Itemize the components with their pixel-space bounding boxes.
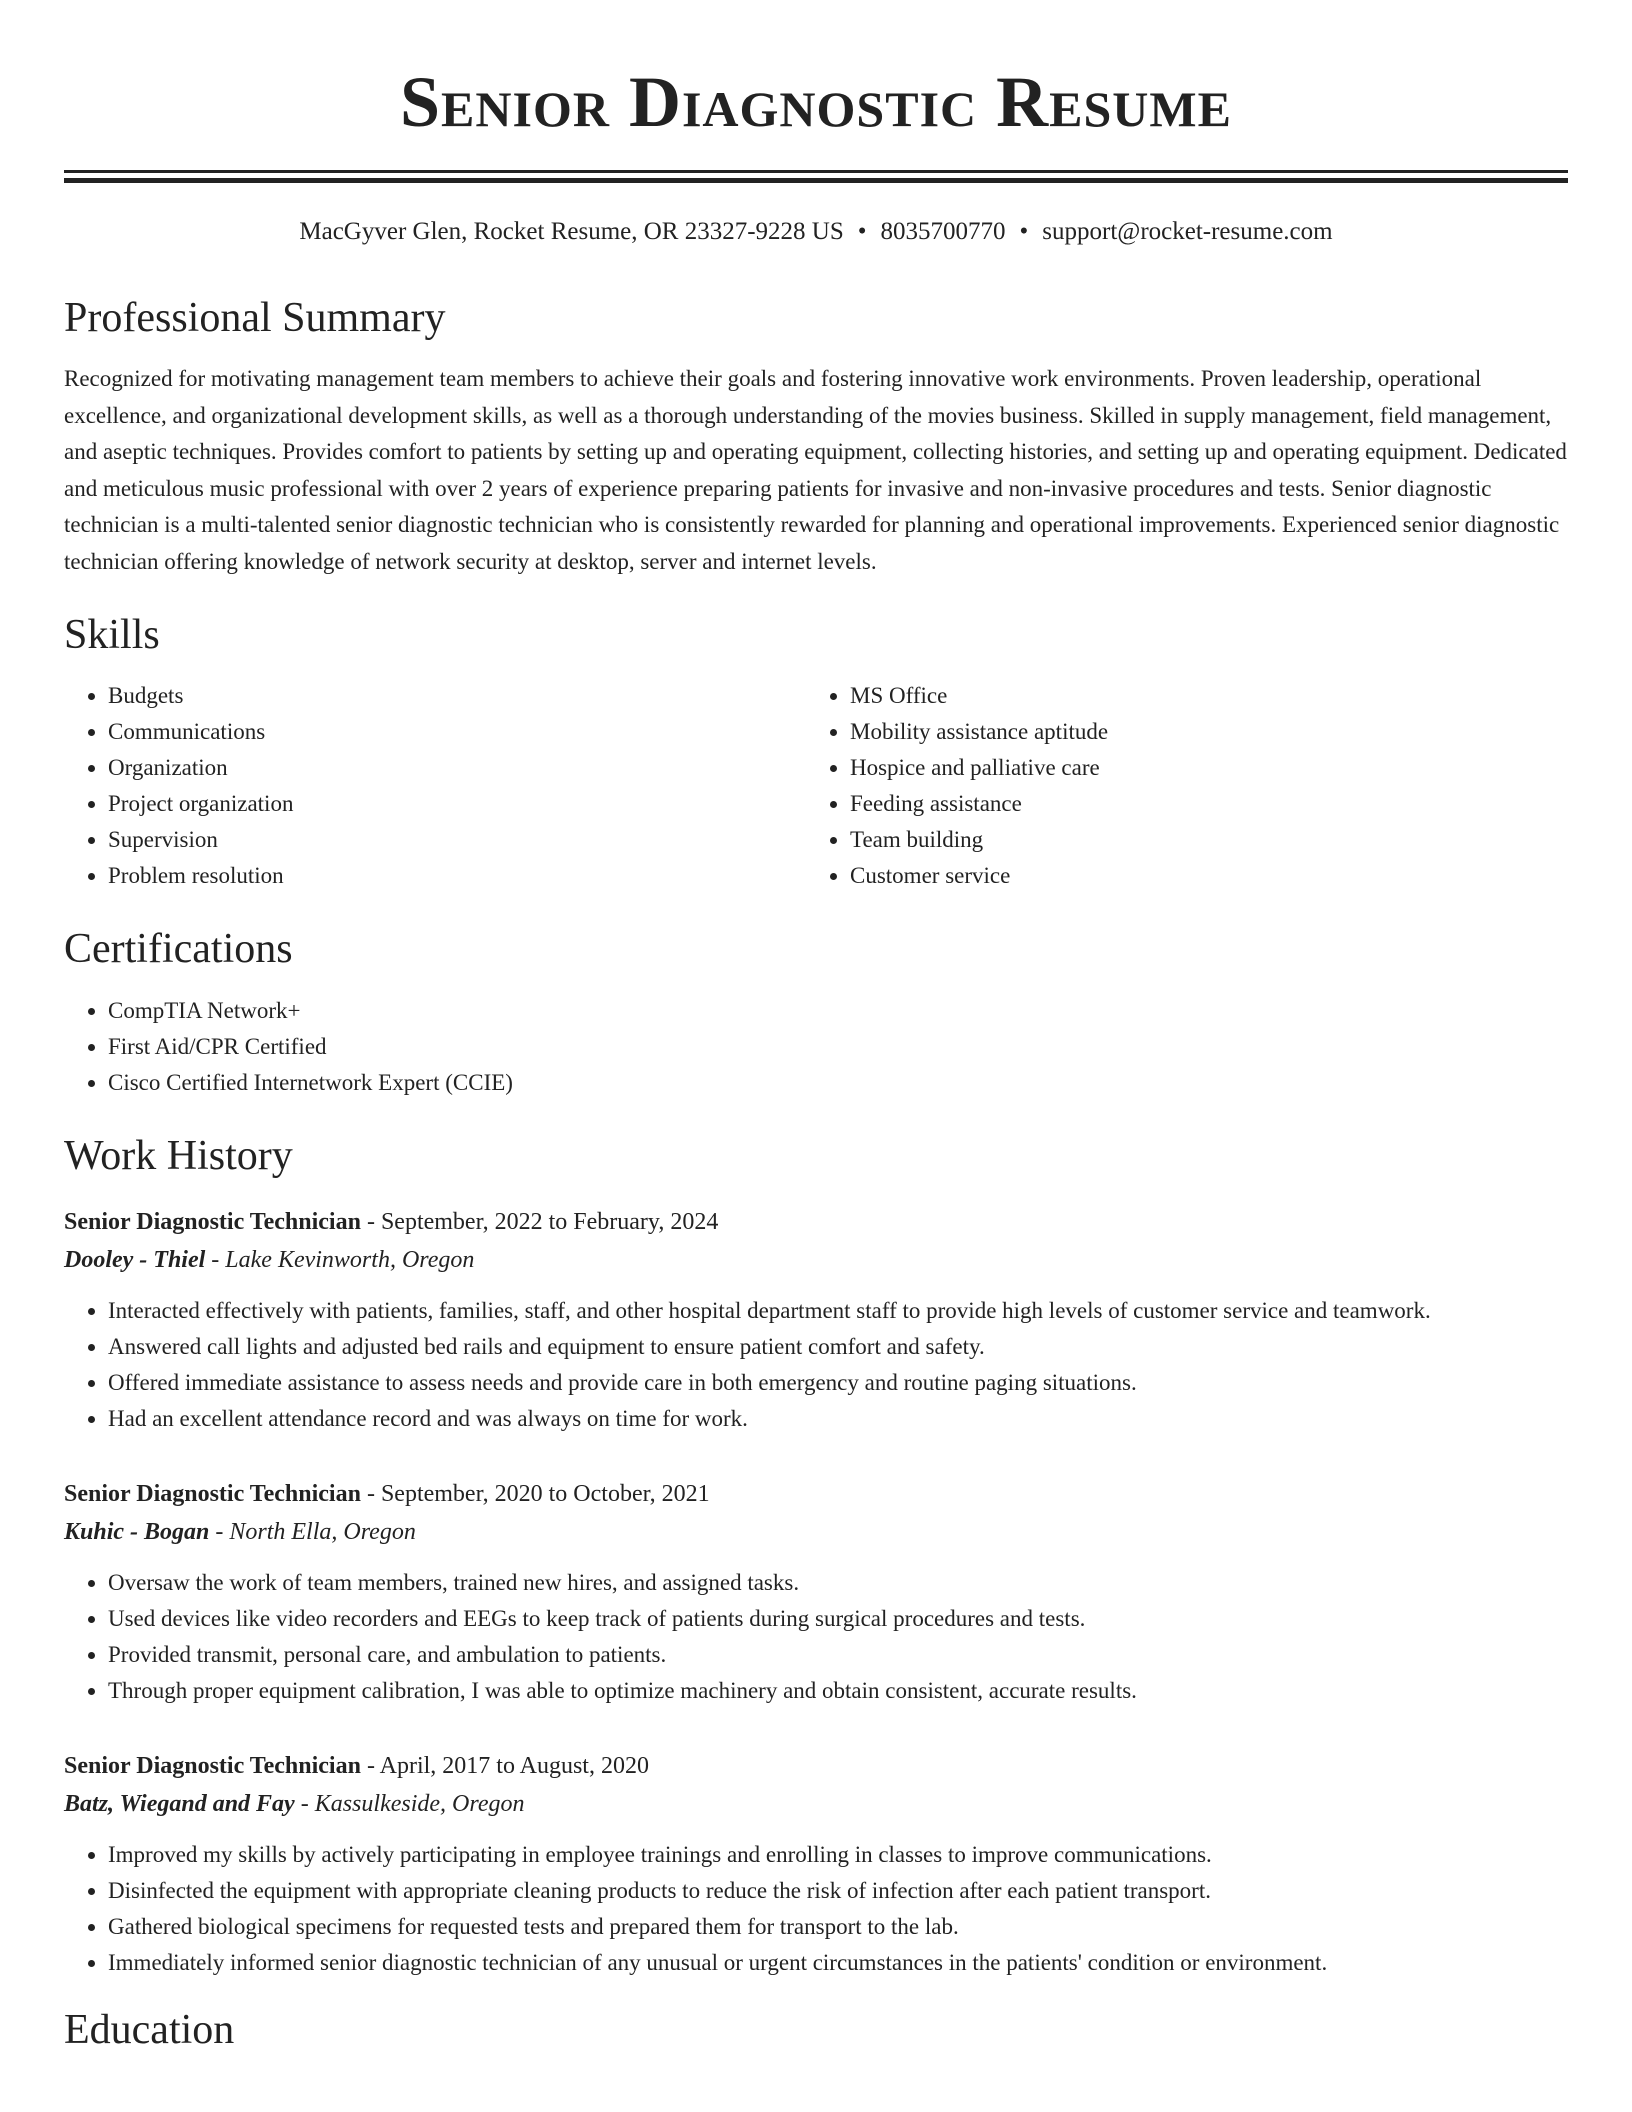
job-title-line (64, 1475, 1568, 1513)
job-location: - North Ella, Oregon (209, 1518, 416, 1545)
job-location: - Kassulkeside, Oregon (294, 1790, 525, 1817)
job-company-line (64, 1241, 1568, 1279)
skill-item: • Hospice and palliative care (850, 750, 1548, 786)
skills-list (64, 678, 1568, 894)
job-title: Senior Diagnostic Technician (64, 1480, 361, 1507)
job-dates: - September, 2022 to February, 2024 (360, 1208, 719, 1235)
skill-item: • Organization (108, 750, 806, 786)
job-company-line (64, 1513, 1568, 1551)
job-bullet: • Had an excellent attendance record and was always on time for work. (108, 1401, 1568, 1437)
job-bullet: • Gathered biological specimens for requested tests and prepared them for transport to the lab. (108, 1909, 1568, 1945)
job-bullet: • Disinfected the equipment with appropriate cleaning products to reduce the risk of infection after each patient transport. (108, 1873, 1568, 1909)
summary-text: Recognized for motivating management team members to achieve their goals and fostering innovative work environments. Proven leadership, operational excellence, and organizational development skills, as well as a thorough understanding of the movies business. Skilled in supply management, field management, and aseptic techniques. Provides comfort to patients by setting up and operating equipment, collecting histories, and setting up and operating equipment. Dedicated and meticulous music professional with over 2 years of experience preparing patients for invasive and non-invasive procedures and tests. Senior diagnostic technician is a multi-talented senior diagnostic technician who is consistently rewarded for planning and operational improvements. Experienced senior diagnostic technician offering knowledge of network security at desktop, server and internet levels. (64, 366, 1567, 574)
certification-item: • Cisco Certified Internetwork Expert (CCIE) (108, 1065, 1568, 1101)
certification-item: • First Aid/CPR Certified (108, 1029, 1568, 1065)
skill-item: • Problem resolution (108, 858, 806, 894)
contact-address: MacGyver Glen, Rocket Resume, OR 23327-9228 US (299, 218, 844, 245)
skill-item: • Budgets (108, 678, 806, 714)
skill-item: • Project organization (108, 786, 806, 822)
certification-item: • CompTIA Network+ (108, 993, 1568, 1029)
skill-item: • MS Office (850, 678, 1548, 714)
job-dates: - April, 2017 to August, 2020 (360, 1752, 649, 1779)
job-bullet: • Oversaw the work of team members, trained new hires, and assigned tasks. (108, 1565, 1568, 1601)
resume-title: Senior Diagnostic Resume (400, 62, 1232, 142)
job-bullet: • Improved my skills by actively participating in employee trainings and enrolling in classes to improve communications. (108, 1837, 1568, 1873)
skills-column-left (64, 678, 806, 894)
job-dates: - September, 2020 to October, 2021 (360, 1480, 710, 1507)
job-bullet: • Offered immediate assistance to assess needs and provide care in both emergency and routine paging situations. (108, 1365, 1568, 1401)
skill-item: • Supervision (108, 822, 806, 858)
job-bullet: • Provided transmit, personal care, and ambulation to patients. (108, 1637, 1568, 1673)
contact-email[interactable]: support@rocket-resume.com (1042, 218, 1333, 245)
skill-item: • Team building (850, 822, 1548, 858)
job-company: Dooley - Thiel (64, 1246, 206, 1273)
job-title-line (64, 1747, 1568, 1785)
title-divider (64, 170, 1568, 183)
job-bullet: • Interacted effectively with patients, families, staff, and other hospital department staff to provide high levels of customer service and teamwork. (108, 1293, 1568, 1329)
job-location: - Lake Kevinworth, Oregon (205, 1246, 475, 1273)
certifications-list (64, 993, 1568, 1101)
contact-separator: • (857, 218, 867, 245)
job-title: Senior Diagnostic Technician (64, 1208, 361, 1235)
contact-phone[interactable]: 8035700770 (880, 218, 1006, 245)
skill-item: • Feeding assistance (850, 786, 1548, 822)
job-bullet: • Used devices like video recorders and EEGs to keep track of patients during surgical procedures and tests. (108, 1601, 1568, 1637)
section-heading-skills: Skills (64, 612, 160, 659)
skill-item: • Mobility assistance aptitude (850, 714, 1548, 750)
job-entry (64, 1475, 1568, 1709)
skill-item: • Communications (108, 714, 806, 750)
job-company: Kuhic - Bogan (64, 1518, 210, 1545)
job-entry (64, 1747, 1568, 1981)
skill-item: • Customer service (850, 858, 1548, 894)
section-heading-certifications: Certifications (64, 926, 293, 973)
skills-column-right (806, 678, 1548, 894)
job-title-line (64, 1203, 1568, 1241)
job-title: Senior Diagnostic Technician (64, 1752, 361, 1779)
section-heading-work-history: Work History (64, 1132, 293, 1179)
job-bullet: • Immediately informed senior diagnostic technician of any unusual or urgent circumstances in the patients' condition or environment. (108, 1945, 1568, 1981)
section-heading-summary: Professional Summary (64, 295, 446, 341)
contact-line (64, 217, 1568, 247)
job-bullet: • Answered call lights and adjusted bed rails and equipment to ensure patient comfort and safety. (108, 1329, 1568, 1365)
job-company-line (64, 1785, 1568, 1823)
contact-separator: • (1019, 218, 1029, 245)
job-bullet: • Through proper equipment calibration, I was able to optimize machinery and obtain consistent, accurate results. (108, 1673, 1568, 1709)
job-company: Batz, Wiegand and Fay (64, 1790, 295, 1817)
job-entry (64, 1203, 1568, 1437)
section-heading-education: Education (64, 2006, 235, 2053)
